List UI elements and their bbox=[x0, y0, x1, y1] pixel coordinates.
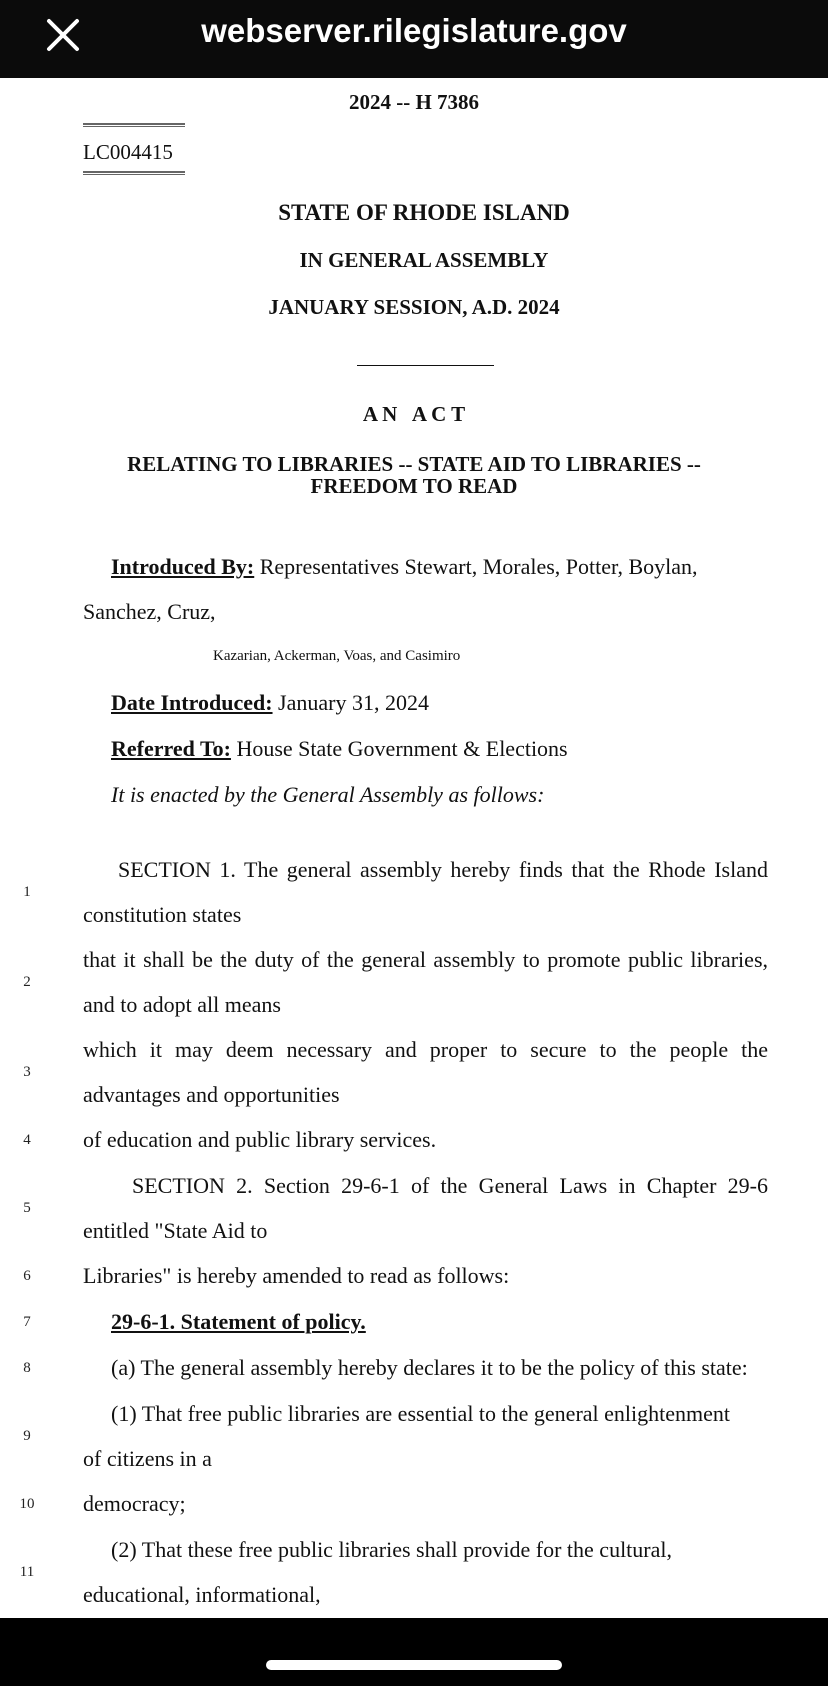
introduced-by-value: Representatives Stewart, Morales, Potter, Boylan, bbox=[254, 554, 698, 579]
bill-title-line2: FREEDOM TO READ bbox=[310, 474, 518, 498]
assembly-heading: IN GENERAL ASSEMBLY bbox=[299, 248, 549, 272]
referred-label: Referred To: bbox=[111, 736, 231, 761]
section2-text: SECTION 2. Section 29-6-1 of the General Laws in Chapter 29-6 bbox=[132, 1173, 768, 1198]
line3-text: which it may deem necessary and proper to secure to the people the bbox=[83, 1037, 768, 1062]
line11-text-cont: educational, informational, bbox=[83, 1582, 321, 1607]
introduced-by bbox=[111, 554, 698, 580]
line8-text: (a) The general assembly hereby declares it to be the policy of this state: bbox=[111, 1355, 748, 1380]
line-number: 8 bbox=[23, 1360, 31, 1376]
date-introduced bbox=[111, 690, 429, 716]
line-number: 11 bbox=[19, 1564, 35, 1580]
line-number: 9 bbox=[23, 1428, 31, 1444]
line-number: 1 bbox=[23, 884, 31, 900]
bill-number: 2024 -- H 7386 bbox=[348, 90, 480, 114]
url-text: webserver.rilegislature.gov bbox=[201, 12, 627, 49]
line2-text-cont: and to adopt all means bbox=[83, 992, 281, 1017]
date-value: January 31, 2024 bbox=[272, 690, 429, 715]
date-label: Date Introduced: bbox=[111, 690, 273, 715]
section1-text-cont: constitution states bbox=[83, 902, 242, 927]
browser-top-bar bbox=[0, 0, 828, 78]
session-heading: JANUARY SESSION, A.D. 2024 bbox=[268, 295, 560, 319]
divider bbox=[83, 171, 185, 173]
referred-value: House State Government & Elections bbox=[230, 736, 568, 761]
bottom-bar bbox=[0, 1618, 828, 1686]
line9-text-cont: of citizens in a bbox=[83, 1446, 212, 1471]
bill-title-line1: RELATING TO LIBRARIES -- STATE AID TO LIBRARIES -- bbox=[127, 452, 701, 476]
line10-text: democracy; bbox=[83, 1491, 186, 1516]
line3-text-cont: advantages and opportunities bbox=[83, 1082, 340, 1107]
section2-text-cont: entitled "State Aid to bbox=[83, 1218, 268, 1243]
line-number: 10 bbox=[19, 1496, 35, 1512]
line-number: 4 bbox=[23, 1132, 31, 1148]
line2-text: that it shall be the duty of the general assembly to promote public libraries, bbox=[83, 947, 768, 972]
rule bbox=[357, 365, 494, 366]
line4-text: of education and public library services. bbox=[83, 1127, 437, 1152]
line11-text: (2) That these free public libraries shall provide for the cultural, bbox=[111, 1537, 672, 1562]
line-number: 6 bbox=[23, 1268, 31, 1284]
home-indicator[interactable] bbox=[266, 1660, 562, 1670]
state-heading: STATE OF RHODE ISLAND bbox=[278, 200, 570, 225]
line-number: 7 bbox=[23, 1314, 31, 1330]
enacting-clause: It is enacted by the General Assembly as follows: bbox=[111, 782, 545, 807]
line6-text: Libraries" is hereby amended to read as follows: bbox=[83, 1263, 510, 1288]
line-number: 5 bbox=[23, 1200, 31, 1216]
section1-text: SECTION 1. The general assembly hereby finds that the Rhode Island bbox=[118, 857, 768, 882]
statement-of-policy-heading: 29-6-1. Statement of policy. bbox=[111, 1309, 366, 1334]
divider bbox=[83, 123, 185, 125]
cosponsors: Kazarian, Ackerman, Voas, and Casimiro bbox=[213, 648, 461, 664]
referred-to bbox=[111, 736, 568, 762]
line-number: 3 bbox=[23, 1064, 31, 1080]
act-heading: A N A C T bbox=[362, 402, 466, 426]
document-page bbox=[0, 78, 828, 1618]
line-number: 2 bbox=[23, 974, 31, 990]
introduced-by-cont: Sanchez, Cruz, bbox=[83, 599, 216, 624]
lc-number: LC004415 bbox=[83, 140, 173, 164]
line9-text: (1) That free public libraries are essential to the general enlightenment bbox=[111, 1401, 731, 1426]
introduced-by-label: Introduced By: bbox=[111, 554, 255, 579]
